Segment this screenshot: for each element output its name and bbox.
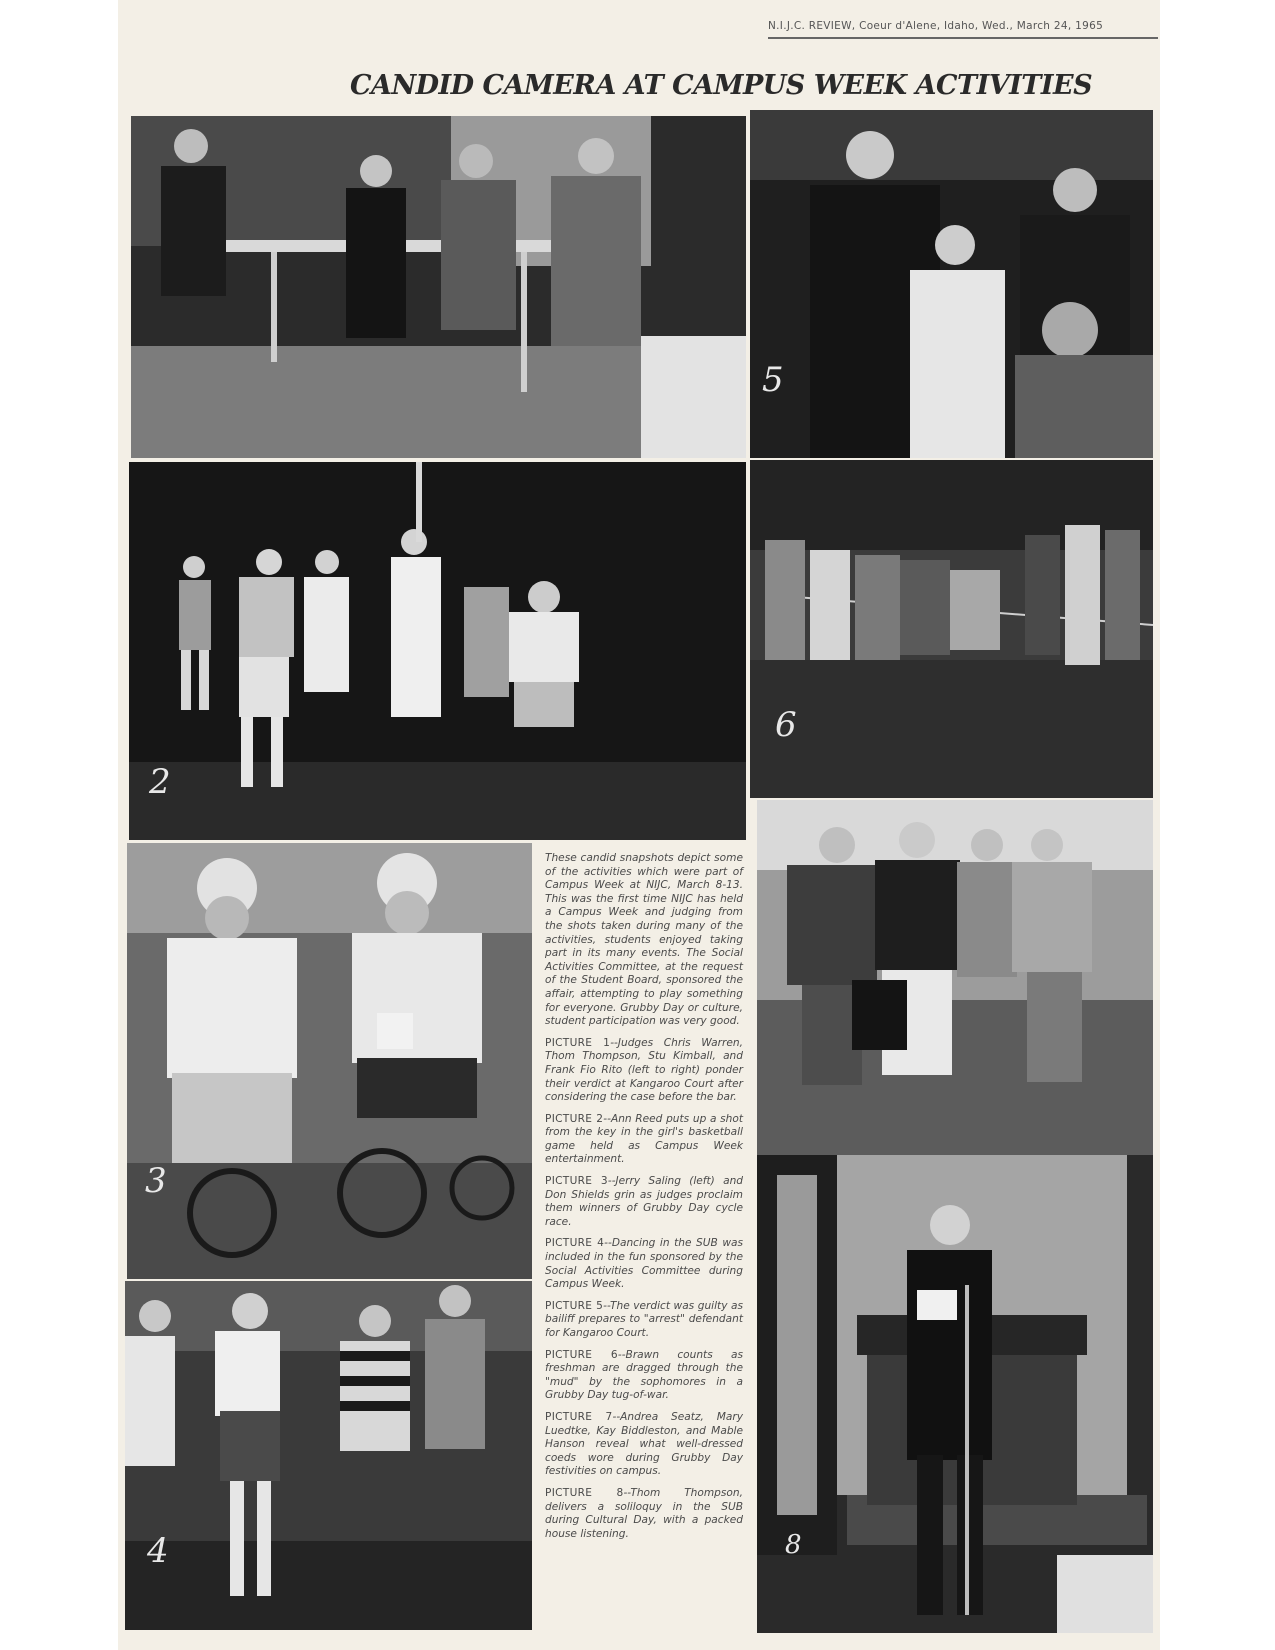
caption-3-label: PICTURE 3 xyxy=(545,1175,608,1188)
caption-5-text: --The verdict was guilty as bailiff prepares to "arrest" defendant for Kangaroo Court. xyxy=(545,1299,743,1339)
caption-2-text: --Ann Reed puts up a shot from the key in the girl's basketball game held as Campus Week entertainment. xyxy=(545,1112,743,1166)
caption-6-label: PICTURE 6 xyxy=(545,1348,618,1361)
masthead-rule xyxy=(768,37,1158,39)
photo-5-bailiff xyxy=(750,110,1153,458)
caption-4 xyxy=(545,1237,743,1291)
caption-8-label: PICTURE 8 xyxy=(545,1486,624,1499)
photo-number-4: 4 xyxy=(147,1531,169,1571)
photo-number-5: 5 xyxy=(762,360,784,400)
caption-1-label: PICTURE 1 xyxy=(545,1036,611,1049)
masthead: N.I.J.C. REVIEW, Coeur d'Alene, Idaho, Wed., March 24, 1965 xyxy=(768,20,1104,32)
photo-4-dancing xyxy=(125,1281,532,1630)
caption-7-text: --Andrea Seatz, Mary Luedtke, Kay Biddleston, and Mable Hanson reveal what well-dressed coeds wore during Grubby Day festivities on campus. xyxy=(545,1410,743,1478)
caption-5 xyxy=(545,1300,743,1341)
photo-number-2: 2 xyxy=(149,762,171,802)
photo-number-6: 6 xyxy=(775,705,797,745)
caption-6-text: --Brawn counts as freshman are dragged through the "mud" by the sophomores in a Grubby Day tug-of-war. xyxy=(545,1348,744,1402)
photo-number-8: 8 xyxy=(785,1530,802,1560)
caption-7-label: PICTURE 7 xyxy=(545,1410,613,1423)
caption-3 xyxy=(545,1175,743,1229)
caption-2 xyxy=(545,1113,743,1167)
intro-paragraph: These candid snapshots depict some of the activities which were part of Campus Week at NIJC, March 8-13. This was the first time NIJC has held a Campus Week and judging from the shots taken during many of the activities, students enjoyed taking part in its many events. The Social Activities Committee, at the request of the Student Board, sponsored the affair, attempting to play something for everyone. Grubby Day or culture, student participation was very good. xyxy=(545,852,743,1028)
caption-1-text: --Judges Chris Warren, Thom Thompson, Stu Kimball, and Frank Fio Rito (left to right) ponder their verdict at Kangaroo Court after considering the case before the bar. xyxy=(545,1036,743,1104)
caption-column xyxy=(545,852,743,1549)
caption-5-label: PICTURE 5 xyxy=(545,1299,604,1312)
caption-3-text: --Jerry Saling (left) and Don Shields grin as judges proclaim them winners of Grubby Day cycle race. xyxy=(545,1175,744,1228)
photo-6-tug-of-war xyxy=(750,460,1153,798)
caption-8 xyxy=(545,1487,743,1541)
caption-4-label: PICTURE 4 xyxy=(545,1237,605,1250)
photo-3-cycle-race xyxy=(127,843,532,1279)
photo-2-basketball xyxy=(129,462,746,840)
photo-7-coeds xyxy=(757,800,1153,1155)
caption-1 xyxy=(545,1037,743,1105)
caption-7 xyxy=(545,1411,743,1479)
caption-4-text: --Dancing in the SUB was included in the fun sponsored by the Social Activities Committee during Campus Week. xyxy=(545,1237,743,1291)
photo-8-soliloquy xyxy=(757,1155,1153,1633)
photo-number-3: 3 xyxy=(145,1161,167,1201)
caption-8-text: --Thom Thompson, delivers a soliloquy in the SUB during Cultural Day, with a packed house listening. xyxy=(545,1486,743,1540)
headline: CANDID CAMERA AT CAMPUS WEEK ACTIVITIES xyxy=(350,70,1093,101)
caption-2-label: PICTURE 2 xyxy=(545,1112,604,1125)
photo-1-kangaroo-court xyxy=(131,116,746,458)
caption-6 xyxy=(545,1349,743,1403)
